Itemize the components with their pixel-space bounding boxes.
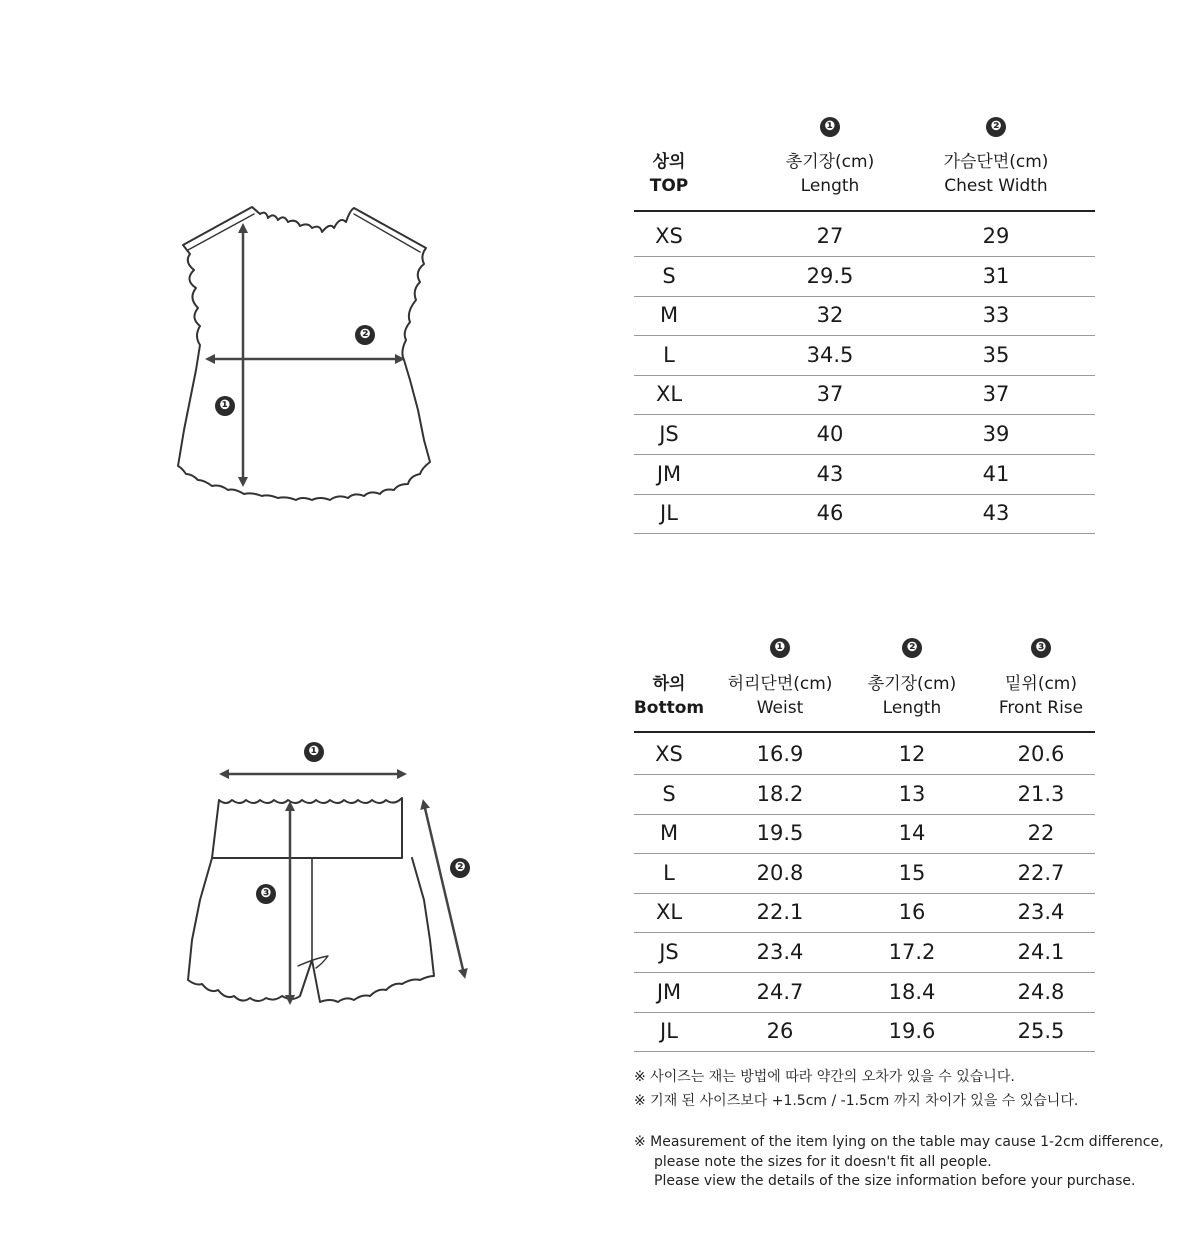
top-diagram-badge-2: ❷ — [355, 325, 375, 345]
bottom-row-rule — [634, 1051, 1095, 1052]
bottom-row-size: XL — [655, 900, 683, 925]
bottom-row-value: 25.5 — [1017, 1019, 1065, 1044]
bottom-col-header-waist — [714, 672, 846, 720]
bottom-row-value: 16 — [898, 900, 926, 925]
bottom-col-badge-2: ❷ — [902, 638, 922, 658]
bottom-row-value: 13 — [898, 781, 926, 806]
bottom-row-value: 24.1 — [1017, 940, 1065, 964]
top-section-ko: 상의 — [652, 152, 686, 172]
top-col-header-length-en: Length — [800, 176, 860, 196]
bottom-row-size: S — [662, 781, 676, 806]
bottom-section-heading — [630, 672, 708, 720]
bottom-row-value: 18.4 — [888, 979, 936, 1004]
top-row-size: L — [663, 342, 675, 367]
top-row-rule — [634, 375, 1095, 376]
bottom-row-value: 23.4 — [1017, 900, 1065, 925]
bottom-row-value: 23.4 — [756, 940, 804, 964]
top-garment-diagram — [170, 200, 440, 510]
top-col-header-chest-ko: 가슴단면(cm) — [943, 152, 1049, 172]
top-row-value: 37 — [982, 382, 1010, 407]
top-row-value: 46 — [816, 501, 844, 526]
bottom-row-value: 20.8 — [756, 860, 804, 885]
top-row-size: JL — [660, 501, 678, 526]
bottom-row-value: 22 — [1027, 821, 1055, 846]
bottom-row-value: 12 — [898, 742, 926, 766]
top-row-value: 43 — [982, 501, 1010, 526]
bottom-row-value: 21.3 — [1017, 781, 1065, 806]
top-row-size: M — [659, 303, 679, 328]
bottom-row-size: XS — [655, 742, 683, 766]
top-row-value: 27 — [816, 224, 844, 248]
top-section-heading — [634, 150, 704, 198]
top-row-value: 39 — [982, 422, 1010, 446]
top-header-rule — [634, 210, 1095, 212]
bottom-section-ko: 하의 — [652, 674, 686, 694]
bottom-header-rule — [634, 731, 1095, 733]
bottom-row-size: JS — [659, 940, 679, 964]
bottom-col-badge-1: ❶ — [770, 638, 790, 658]
bottom-row-rule — [634, 774, 1095, 775]
bottom-diagram-badge-1: ❶ — [304, 742, 324, 762]
bottom-row-size: L — [663, 860, 675, 885]
bottom-row-value: 14 — [898, 821, 926, 846]
top-row-value: 29 — [982, 224, 1010, 248]
bottom-diagram-badge-3: ❸ — [256, 884, 276, 904]
bottom-row-size: JL — [660, 1019, 678, 1044]
top-row-value: 37 — [816, 382, 844, 407]
top-row-value: 34.5 — [806, 342, 854, 367]
note-en-3: Please view the details of the size information before your purchase. — [654, 1173, 1136, 1189]
bottom-col-header-waist-en: Weist — [756, 698, 804, 718]
top-diagram-badge-1: ❶ — [215, 396, 235, 416]
bottom-row-rule — [634, 893, 1095, 894]
bottom-row-rule — [634, 1012, 1095, 1013]
top-col-badge-1: ❶ — [820, 117, 840, 137]
top-row-value: 33 — [982, 303, 1010, 328]
top-col-header-chest-en: Chest Width — [944, 176, 1048, 196]
note-ko-1: ※ 사이즈는 재는 방법에 따라 약간의 오차가 있을 수 있습니다. — [634, 1069, 1015, 1085]
bottom-section-en: Bottom — [633, 698, 705, 718]
bottom-row-value: 17.2 — [888, 940, 936, 964]
top-row-value: 43 — [816, 461, 844, 486]
top-section-en: TOP — [649, 176, 689, 196]
bottom-diagram-badge-2: ❷ — [450, 858, 470, 878]
top-row-size: S — [662, 263, 676, 288]
note-en-2: please note the sizes for it doesn't fit all people. — [654, 1154, 992, 1170]
bottom-row-value: 22.1 — [756, 900, 804, 925]
top-row-value: 31 — [982, 263, 1010, 288]
top-row-rule — [634, 296, 1095, 297]
bottom-col-header-waist-ko: 허리단면(cm) — [727, 674, 833, 694]
top-row-rule — [634, 533, 1095, 534]
bottom-row-value: 15 — [898, 860, 926, 885]
bottom-row-value: 19.5 — [756, 821, 804, 846]
bottom-row-size: JM — [656, 979, 682, 1004]
note-en-1: ※ Measurement of the item lying on the table may cause 1-2cm difference, — [634, 1134, 1164, 1150]
bottom-row-rule — [634, 814, 1095, 815]
bottom-row-value: 16.9 — [756, 742, 804, 766]
bottom-col-header-length-en: Length — [882, 698, 942, 718]
top-row-value: 41 — [982, 461, 1010, 486]
bottom-row-value: 18.2 — [756, 781, 804, 806]
top-row-value: 32 — [816, 303, 844, 328]
top-row-rule — [634, 454, 1095, 455]
bottom-col-header-length — [852, 672, 972, 720]
bottom-row-value: 19.6 — [888, 1019, 936, 1044]
bottom-row-value: 22.7 — [1017, 860, 1065, 885]
bottom-row-value: 20.6 — [1017, 742, 1065, 766]
bottom-row-rule — [634, 853, 1095, 854]
bottom-row-rule — [634, 932, 1095, 933]
bottom-col-header-rise-ko: 밑위(cm) — [1004, 674, 1077, 694]
top-row-size: XL — [655, 382, 683, 407]
bottom-row-rule — [634, 972, 1095, 973]
top-col-header-length — [760, 150, 900, 198]
bottom-col-header-length-ko: 총기장(cm) — [867, 674, 957, 694]
note-ko-2: ※ 기재 된 사이즈보다 +1.5cm / -1.5cm 까지 차이가 있을 수 있습니다. — [634, 1093, 1079, 1109]
top-row-value: 35 — [982, 342, 1010, 367]
top-row-rule — [634, 256, 1095, 257]
top-row-value: 40 — [816, 422, 844, 446]
top-col-badge-2: ❷ — [986, 117, 1006, 137]
top-row-value: 29.5 — [806, 263, 854, 288]
top-row-size: JM — [656, 461, 682, 486]
bottom-col-header-rise-en: Front Rise — [998, 698, 1084, 718]
top-col-header-length-ko: 총기장(cm) — [785, 152, 875, 172]
bottom-row-value: 24.7 — [756, 979, 804, 1004]
bottom-col-header-rise — [981, 672, 1101, 720]
bottom-row-size: M — [659, 821, 679, 846]
top-row-rule — [634, 335, 1095, 336]
top-col-header-chest — [921, 150, 1071, 198]
bottom-col-badge-3: ❸ — [1031, 638, 1051, 658]
bottom-row-value: 24.8 — [1017, 979, 1065, 1004]
top-row-size: JS — [659, 422, 679, 446]
bottom-garment-diagram — [180, 760, 480, 1010]
bottom-row-value: 26 — [766, 1019, 794, 1044]
top-row-rule — [634, 494, 1095, 495]
top-row-rule — [634, 414, 1095, 415]
top-row-size: XS — [655, 224, 683, 248]
